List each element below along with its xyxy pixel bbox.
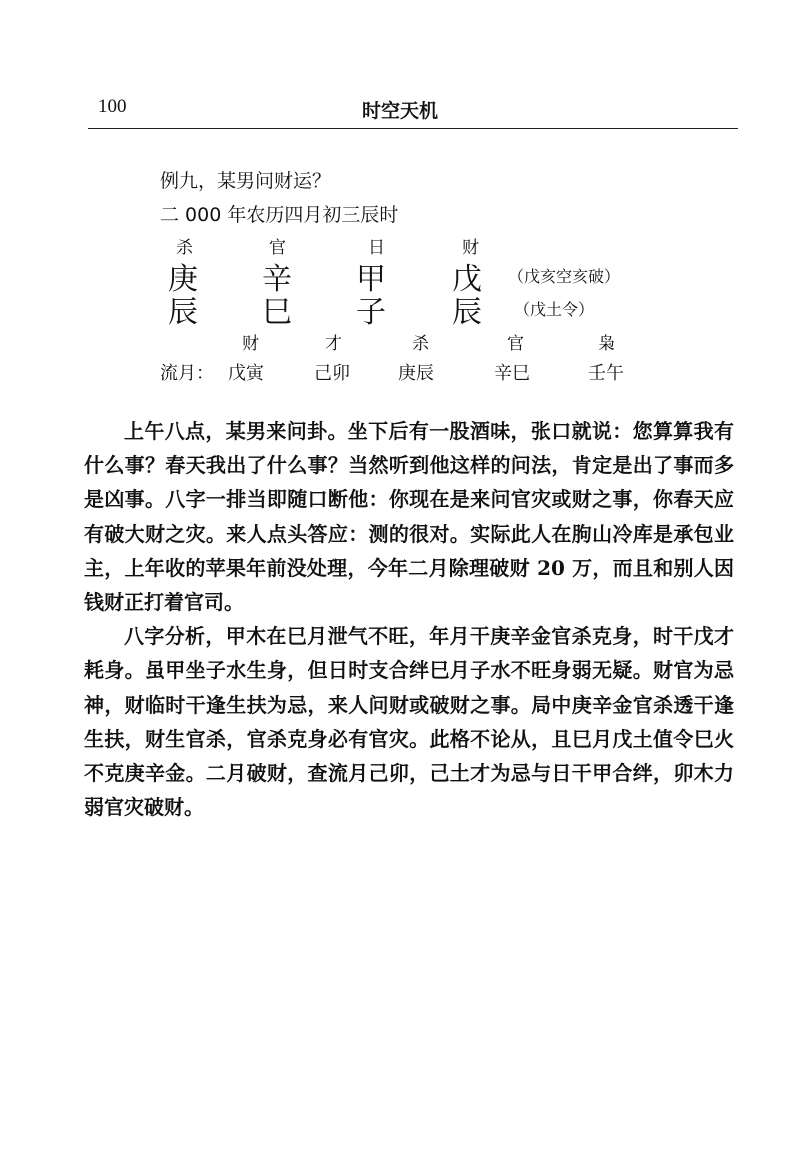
example-date: 二 000 年农历四月初三辰时 — [160, 204, 399, 226]
bazi-stem: 甲 — [356, 262, 386, 297]
liuyue-month: 戊寅 — [228, 363, 264, 384]
example-title: 例九，某男问财运？ — [160, 170, 332, 192]
month-label: 才 — [325, 334, 342, 354]
body-text — [84, 414, 734, 824]
liuyue-label: 流月： — [160, 363, 214, 384]
bazi-stem: 戊 — [452, 262, 482, 297]
bazi-label: 日 — [368, 238, 385, 258]
bazi-branch: 巳 — [262, 295, 292, 330]
branch-note: （戊土令） — [514, 300, 595, 319]
bazi-stem: 辛 — [262, 262, 292, 297]
running-title: 时空天机 — [362, 100, 439, 122]
liuyue-month: 庚辰 — [398, 363, 434, 384]
bazi-label: 杀 — [176, 238, 193, 258]
page-number: 100 — [98, 96, 127, 117]
bazi-branch: 子 — [356, 295, 386, 330]
bazi-label: 财 — [462, 238, 479, 258]
liuyue-month: 壬午 — [588, 363, 624, 384]
stem-note: （戊亥空亥破） — [508, 267, 621, 286]
liuyue-month: 己卯 — [314, 363, 350, 384]
bazi-stem: 庚 — [168, 262, 198, 297]
paragraph: 八字分析，甲木在巳月泄气不旺，年月干庚辛金官杀克身，时干戊才耗身。虽甲坐子水生身，但日时支合绊巳月子水不旺身弱无疑。财官为忌神，财临时干逢生扶为忌，来人问财或破财之事。局中庚辛金官杀透干逢生扶，财生官杀，官杀克身必有官灾。此格不论从，且巳月戊土值令巳火不克庚辛金。二月破财，查流月己卯，己土才为忌与日干甲合绊，卯木力弱官灾破财。 — [84, 624, 734, 820]
liuyue-month: 辛巳 — [494, 363, 530, 384]
month-label: 官 — [507, 334, 524, 354]
bazi-branch: 辰 — [168, 295, 198, 330]
month-label: 枭 — [598, 334, 615, 354]
example-block — [160, 164, 700, 232]
paragraph: 上午八点，某男来问卦。坐下后有一股酒味，张口就说：您算算我有什么事？春天我出了什么事？当然听到他这样的问法，肯定是出了事而多是凶事。八字一排当即随口断他：你现在是来问官灾或财之事，你春天应有破大财之灾。来人点头答应：测的很对。实际此人在朐山冷库是承包业主，上年收的苹果年前没处理，今年二月除理破财 20 万，而且和别人因钱财正打着官司。 — [84, 419, 734, 615]
bazi-branch: 辰 — [452, 295, 482, 330]
month-label: 财 — [242, 334, 259, 354]
month-label: 杀 — [412, 334, 429, 354]
bazi-label: 官 — [269, 238, 286, 258]
header-rule — [88, 128, 738, 129]
